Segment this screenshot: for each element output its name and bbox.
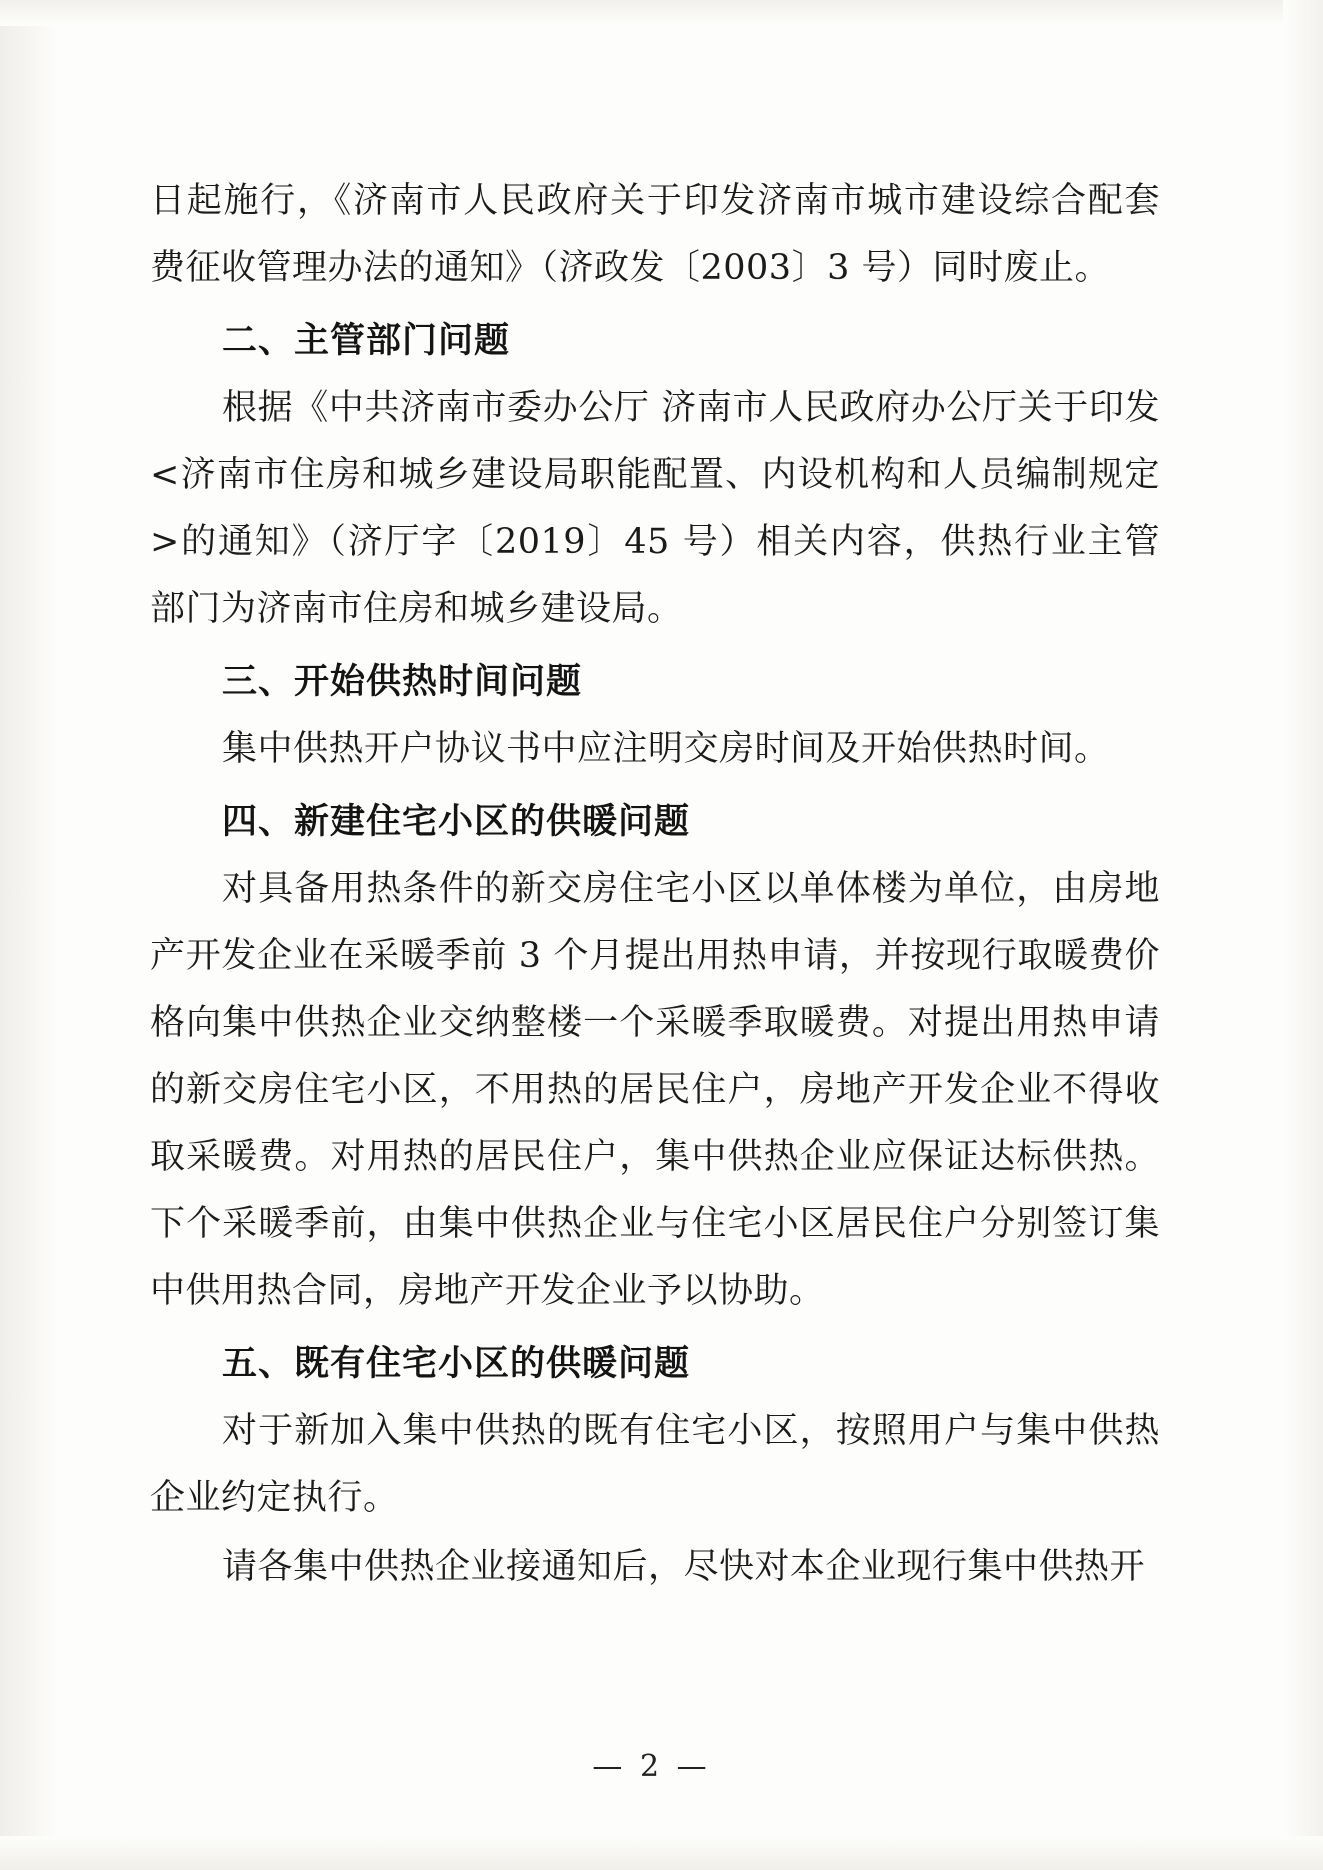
document-body [150, 168, 1160, 1603]
page-number: — 2 — [592, 1749, 711, 1784]
heading-section-four: 四、新建住宅小区的供暖问题 [222, 802, 691, 842]
page-edge-shadow-top [0, 0, 1323, 26]
paragraph-section-three-body: 集中供热开户协议书中应注明交房时间及开始供热时间。 [222, 729, 1110, 769]
paragraph-section-five-body: 对于新加入集中供热的既有住宅小区，按照用户与集中供热企业约定执行。 [150, 1411, 1160, 1518]
page-edge-shadow-right [1283, 0, 1323, 1870]
paragraph-closing: 请各集中供热企业接通知后，尽快对本企业现行集中供热开 [222, 1547, 1146, 1587]
paragraph-section-four-body: 对具备用热条件的新交房住宅小区以单体楼为单位，由房地产开发企业在采暖季前 3 个月提出用热申请，并按现行取暖费价格向集中供热企业交纳整楼一个采暖季取暖费。对提出用热申请的新交房住宅小区，不用热的居民住户，房地产开发企业不得收取采暖费。对用热的居民住户，集中供热企业应保证达标供热。下个采暖季前，由集中供热企业与住宅小区居民住户分别签订集中供用热合同，房地产开发企业予以协助。 [150, 869, 1160, 1311]
page-edge-shadow-bottom [0, 1836, 1323, 1870]
heading-section-three: 三、开始供热时间问题 [222, 662, 583, 702]
heading-section-two: 二、主管部门问题 [222, 321, 511, 361]
paragraph-section-two-body: 根据《中共济南市委办公厅 济南市人民政府办公厅关于印发<济南市住房和城乡建设局职能配置、内设机构和人员编制规定>的通知》（济厅字〔2019〕45 号）相关内容，供热行业主管部门为济南市住房和城乡建设局。 [150, 388, 1160, 629]
paragraph-continued-repeal: 日起施行，《济南市人民政府关于印发济南市城市建设综合配套费征收管理办法的通知》（济政发〔2003〕3 号）同时废止。 [150, 181, 1160, 288]
page-footer [0, 1749, 1323, 1784]
page-edge-shadow-left [0, 0, 58, 1870]
heading-section-five: 五、既有住宅小区的供暖问题 [222, 1344, 691, 1384]
